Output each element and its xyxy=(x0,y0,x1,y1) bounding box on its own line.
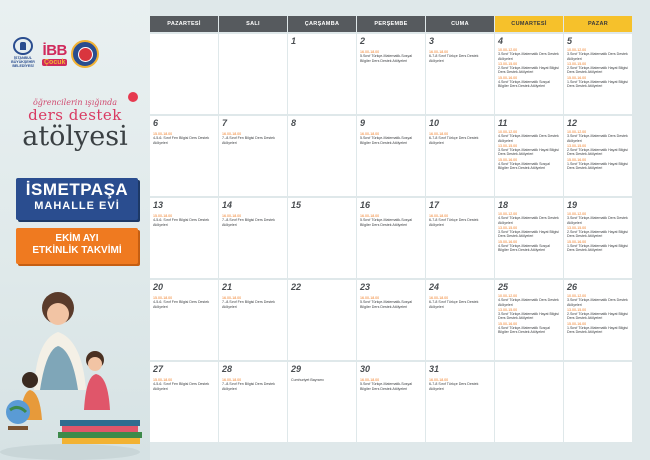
event-description: 6-7-8 Sınıf Türkçe Ders Destek Atölyeleri xyxy=(429,54,479,63)
day-number: 19 xyxy=(567,200,578,210)
day-number: 28 xyxy=(222,364,233,374)
event-time: 13.00-15.00 xyxy=(498,61,518,66)
event-time: 15.00-16.00 xyxy=(567,321,587,326)
event-time: 16.00-18.00 xyxy=(222,378,242,382)
day-number: 10 xyxy=(429,118,440,128)
event-time: 13.00-15.00 xyxy=(567,61,587,66)
empty-day-cell xyxy=(564,362,632,442)
event-time: 10.00-12.00 xyxy=(567,130,587,134)
event-description: 4.Sınıf Türkçe-Matematik Sosyal Bilgiler Ders Destek Atölyeleri xyxy=(498,161,550,171)
ibb-cocuk-logo-main: İBB xyxy=(42,41,67,59)
day-cell xyxy=(357,34,425,114)
day-cell xyxy=(357,198,425,278)
calendar-weeks xyxy=(150,34,634,442)
day-cell xyxy=(426,198,494,278)
event-time: 16.00-18.00 xyxy=(429,132,449,136)
day-cell xyxy=(219,198,287,278)
event-description: 3.Sınıf Türkçe-Matematik Hayat Bilgisi Ders Destek Atölyeleri xyxy=(498,312,559,321)
logo-row xyxy=(8,36,146,72)
event-description: 6-7-8 Sınıf Türkçe Ders Destek Atölyeleri xyxy=(429,218,479,227)
day-number: 21 xyxy=(222,282,233,292)
event-description: 4.Sınıf Türkçe-Matematik Ders Destek Atölyeleri xyxy=(498,298,559,307)
event-description: 2.Sınıf Türkçe-Matematik Hayat Bilgisi Ders Destek Atölyeleri xyxy=(567,230,628,239)
event-description: 3.Sınıf Türkçe-Matematik Ders Destek Atölyeleri xyxy=(567,134,628,143)
month-label: EKİM AYI xyxy=(55,233,99,244)
flower-icon xyxy=(128,92,138,102)
event-time: 10.00-12.00 xyxy=(498,212,518,216)
day-number: 8 xyxy=(291,118,297,128)
day-number: 2 xyxy=(360,36,366,46)
event-time: 13.00-15.00 xyxy=(498,307,518,312)
ibb-cocuk-logo-sub: Çocuk xyxy=(44,58,66,66)
ibb-logo xyxy=(8,37,38,71)
day-cell xyxy=(288,280,356,360)
day-cell xyxy=(219,116,287,196)
day-cell xyxy=(219,280,287,360)
event-description: 4.Sınıf Türkçe-Matematik Ders Destek Atölyeleri xyxy=(498,134,559,143)
day-cell xyxy=(150,362,218,442)
day-number: 4 xyxy=(498,36,504,46)
day-number: 15 xyxy=(291,200,302,210)
day-number: 31 xyxy=(429,364,440,374)
day-number: 7 xyxy=(222,118,228,128)
day-header-monday: PAZARTESİ xyxy=(150,16,218,32)
day-cell xyxy=(426,280,494,360)
day-cell xyxy=(426,116,494,196)
event-time: 13.00-15.00 xyxy=(567,143,587,148)
event-time: 16.00-18.00 xyxy=(429,214,449,218)
day-number: 16 xyxy=(360,200,371,210)
calendar-week-row xyxy=(150,34,634,114)
empty-day-cell xyxy=(495,362,563,442)
calendar-week-row xyxy=(150,116,634,196)
ibb-logo-text: İSTANBUL BÜYÜKŞEHİR BELEDİYESİ xyxy=(11,56,35,68)
event-description: Cumhuriyet Bayramı xyxy=(291,378,324,382)
calendar-week-row xyxy=(150,198,634,278)
day-number: 17 xyxy=(429,200,440,210)
teacher-students-illustration xyxy=(0,280,150,460)
location-banner xyxy=(16,178,138,220)
event-description: 7.-8.Sınıf Fen Bilgisi Ders Destek Atölyeleri xyxy=(222,136,275,145)
event-time: 16.00-18.00 xyxy=(222,132,242,136)
event-time: 16.00-18.00 xyxy=(360,214,380,218)
event-time: 15.00-18.00 xyxy=(153,296,173,300)
event-time: 16.00-18.00 xyxy=(360,50,380,54)
event-time: 10.00-12.00 xyxy=(498,130,518,134)
program-title-line1: ders destek xyxy=(28,106,122,124)
day-cell xyxy=(150,280,218,360)
day-cell xyxy=(495,198,563,278)
event-description: 1.Sınıf Türkçe-Matematik Hayat Bilgisi Ders Destek Atölyeleri xyxy=(567,161,628,171)
day-cell xyxy=(495,280,563,360)
event-description: 4-5-6. Sınıf Fen Bilgisi Ders Destek Atölyeleri xyxy=(153,218,210,227)
empty-day-cell xyxy=(150,34,218,114)
day-number: 13 xyxy=(153,200,164,210)
event-description: 5.Sınıf Türkçe-Matematik-Sosyal Bilgiler Ders Destek Atölyeleri xyxy=(360,136,413,145)
day-number: 14 xyxy=(222,200,233,210)
day-number: 3 xyxy=(429,36,435,46)
event-description: 5.Sınıf Türkçe-Matematik-Sosyal Bilgiler Ders Destek Atölyeleri xyxy=(360,54,413,63)
event-time: 15.00-16.00 xyxy=(498,157,518,162)
event-description: 4.Sınıf Türkçe-Matematik Sosyal Bilgiler Ders Destek Atölyeleri xyxy=(498,243,550,253)
day-number: 12 xyxy=(567,118,578,128)
event-time: 16.00-18.00 xyxy=(429,296,449,300)
day-cell xyxy=(288,34,356,114)
event-description: 4-5-6. Sınıf Fen Bilgisi Ders Destek Atölyeleri xyxy=(153,136,210,145)
day-header-tuesday: SALI xyxy=(219,16,287,32)
event-time: 13.00-15.00 xyxy=(498,225,518,230)
event-time: 15.00-16.00 xyxy=(567,239,587,244)
day-cell xyxy=(495,34,563,114)
day-cell xyxy=(288,362,356,442)
event-description: 4.Sınıf Türkçe-Matematik Sosyal Bilgiler Ders Destek Atölyeleri xyxy=(498,79,550,89)
day-cell xyxy=(564,34,632,114)
event-time: 15.00-16.00 xyxy=(567,157,587,162)
event-time: 15.00-16.00 xyxy=(498,239,518,244)
event-description: 7.-8.Sınıf Fen Bilgisi Ders Destek Atölyeleri xyxy=(222,382,275,391)
day-cell xyxy=(357,280,425,360)
event-time: 13.00-15.00 xyxy=(567,307,587,312)
day-number: 22 xyxy=(291,282,302,292)
event-description: 2.Sınıf Türkçe-Matematik Hayat Bilgisi Ders Destek Atölyeleri xyxy=(567,312,628,321)
event-time: 10.00-12.00 xyxy=(498,294,518,298)
day-number: 5 xyxy=(567,36,573,46)
event-description: 3.Sınıf Türkçe-Matematik Ders Destek Atölyeleri xyxy=(498,52,559,61)
event-description: 1.Sınıf Türkçe-Matematik Hayat Bilgisi Ders Destek Atölyeleri xyxy=(567,243,628,253)
empty-day-cell xyxy=(219,34,287,114)
day-cell xyxy=(357,362,425,442)
location-name: İSMETPAŞA xyxy=(25,180,129,199)
day-number: 27 xyxy=(153,364,164,374)
day-header-thursday: PERŞEMBE xyxy=(357,16,425,32)
day-cell xyxy=(219,362,287,442)
event-description: 3.Sınıf Türkçe-Matematik Ders Destek Atölyeleri xyxy=(567,216,628,225)
event-time: 15.00-16.00 xyxy=(567,75,587,80)
calendar-week-row xyxy=(150,280,634,360)
day-number: 24 xyxy=(429,282,440,292)
ibb-emblem-icon xyxy=(13,37,33,55)
event-time: 15.00-16.00 xyxy=(498,75,518,80)
calendar-label: ETKİNLİK TAKVİMİ xyxy=(32,245,122,256)
event-description: 2.Sınıf Türkçe-Matematik Hayat Bilgisi Ders Destek Atölyeleri xyxy=(498,66,559,75)
location-type: MAHALLE EVİ xyxy=(34,200,120,212)
day-cell xyxy=(288,198,356,278)
event-time: 10.00-12.00 xyxy=(567,48,587,52)
event-description: 7.-8.Sınıf Fen Bilgisi Ders Destek Atölyeleri xyxy=(222,218,275,227)
day-cell xyxy=(564,116,632,196)
event-time: 16.00-18.00 xyxy=(429,50,449,54)
day-number: 20 xyxy=(153,282,164,292)
day-cell xyxy=(150,116,218,196)
event-time: 15.00-16.00 xyxy=(498,321,518,326)
event-time: 15.00-18.00 xyxy=(153,132,173,136)
event-time: 16.00-18.00 xyxy=(429,378,449,382)
event-description: 4.Sınıf Türkçe-Matematik Sosyal Bilgiler Ders Destek Atölyeleri xyxy=(498,325,550,335)
program-subtitle: öğrencilerin ışığında xyxy=(32,98,117,107)
event-time: 13.00-15.00 xyxy=(567,225,587,230)
calendar-week-row xyxy=(150,362,634,442)
event-time: 16.00-18.00 xyxy=(222,296,242,300)
day-number: 9 xyxy=(360,118,366,128)
day-number: 18 xyxy=(498,200,509,210)
calendar-header xyxy=(150,16,634,32)
day-header-sunday: PAZAR xyxy=(564,16,632,32)
calendar-grid xyxy=(150,16,634,444)
event-description: 6-7-8 Sınıf Türkçe Ders Destek Atölyeleri xyxy=(429,136,479,145)
ibb-cocuk-logo xyxy=(42,43,67,66)
event-time: 15.00-18.00 xyxy=(153,214,173,218)
event-description: 5.Sınıf Türkçe-Matematik-Sosyal Bilgiler Ders Destek Atölyeleri xyxy=(360,300,413,309)
day-cell xyxy=(288,116,356,196)
event-description: 4-5-6. Sınıf Fen Bilgisi Ders Destek Atölyeleri xyxy=(153,300,210,309)
event-time: 13.00-15.00 xyxy=(498,143,518,148)
event-time: 16.00-18.00 xyxy=(222,214,242,218)
event-description: 3.Sınıf Türkçe-Matematik Ders Destek Atölyeleri xyxy=(567,52,628,61)
day-cell xyxy=(426,34,494,114)
day-number: 11 xyxy=(498,118,508,128)
event-description: 4.Sınıf Türkçe-Matematik Ders Destek Atölyeleri xyxy=(498,216,559,225)
event-description: 6-7-8 Sınıf Türkçe Ders Destek Atölyeleri xyxy=(429,300,479,309)
event-description: 3.Sınıf Türkçe-Matematik Ders Destek Atölyeleri xyxy=(567,298,628,307)
event-description: 2.Sınıf Türkçe-Matematik Hayat Bilgisi Ders Destek Atölyeleri xyxy=(567,66,628,75)
program-title-line2: atölyesi xyxy=(22,121,128,152)
event-time: 16.00-18.00 xyxy=(360,296,380,300)
day-cell xyxy=(150,198,218,278)
day-number: 23 xyxy=(360,282,371,292)
event-time: 10.00-12.00 xyxy=(567,294,587,298)
day-cell xyxy=(564,198,632,278)
event-description: 5.Sınıf Türkçe-Matematik-Sosyal Bilgiler Ders Destek Atölyeleri xyxy=(360,382,413,391)
event-description: 3.Sınıf Türkçe-Matematik Hayat Bilgisi Ders Destek Atölyeleri xyxy=(498,148,559,157)
district-badge-icon xyxy=(71,40,99,68)
event-description: 1.Sınıf Türkçe-Matematik Hayat Bilgisi Ders Destek Atölyeleri xyxy=(567,79,628,89)
event-time: 15.00-18.00 xyxy=(153,378,173,382)
day-header-wednesday: ÇARŞAMBA xyxy=(288,16,356,32)
program-title xyxy=(5,98,145,151)
event-description: 3.Sınıf Türkçe-Matematik Hayat Bilgisi Ders Destek Atölyeleri xyxy=(498,230,559,239)
event-time: 10.00-12.00 xyxy=(567,212,587,216)
event-description: 4-5-6. Sınıf Fen Bilgisi Ders Destek Atölyeleri xyxy=(153,382,210,391)
day-number: 6 xyxy=(153,118,159,128)
event-time: 10.00-12.00 xyxy=(498,48,518,52)
calendar-label-banner xyxy=(16,228,138,264)
day-number: 26 xyxy=(567,282,578,292)
day-header-saturday: CUMARTESİ xyxy=(495,16,563,32)
event-description: 5.Sınıf Türkçe-Matematik-Sosyal Bilgiler Ders Destek Atölyeleri xyxy=(360,218,413,227)
event-description: 7.-8.Sınıf Fen Bilgisi Ders Destek Atölyeleri xyxy=(222,300,275,309)
event-description: 2.Sınıf Türkçe-Matematik Hayat Bilgisi Ders Destek Atölyeleri xyxy=(567,148,628,157)
day-number: 29 xyxy=(291,364,302,374)
day-number: 25 xyxy=(498,282,509,292)
day-cell xyxy=(426,362,494,442)
day-cell xyxy=(495,116,563,196)
day-cell xyxy=(564,280,632,360)
day-number: 30 xyxy=(360,364,371,374)
day-header-friday: CUMA xyxy=(426,16,494,32)
event-description: 1.Sınıf Türkçe-Matematik Hayat Bilgisi Ders Destek Atölyeleri xyxy=(567,325,628,335)
day-cell xyxy=(357,116,425,196)
event-time: 16.00-18.00 xyxy=(360,378,380,382)
day-number: 1 xyxy=(291,36,297,46)
event-description: 6-7-8 Sınıf Türkçe Ders Destek Atölyeleri xyxy=(429,382,479,391)
event-time: 16.00-18.00 xyxy=(360,132,380,136)
